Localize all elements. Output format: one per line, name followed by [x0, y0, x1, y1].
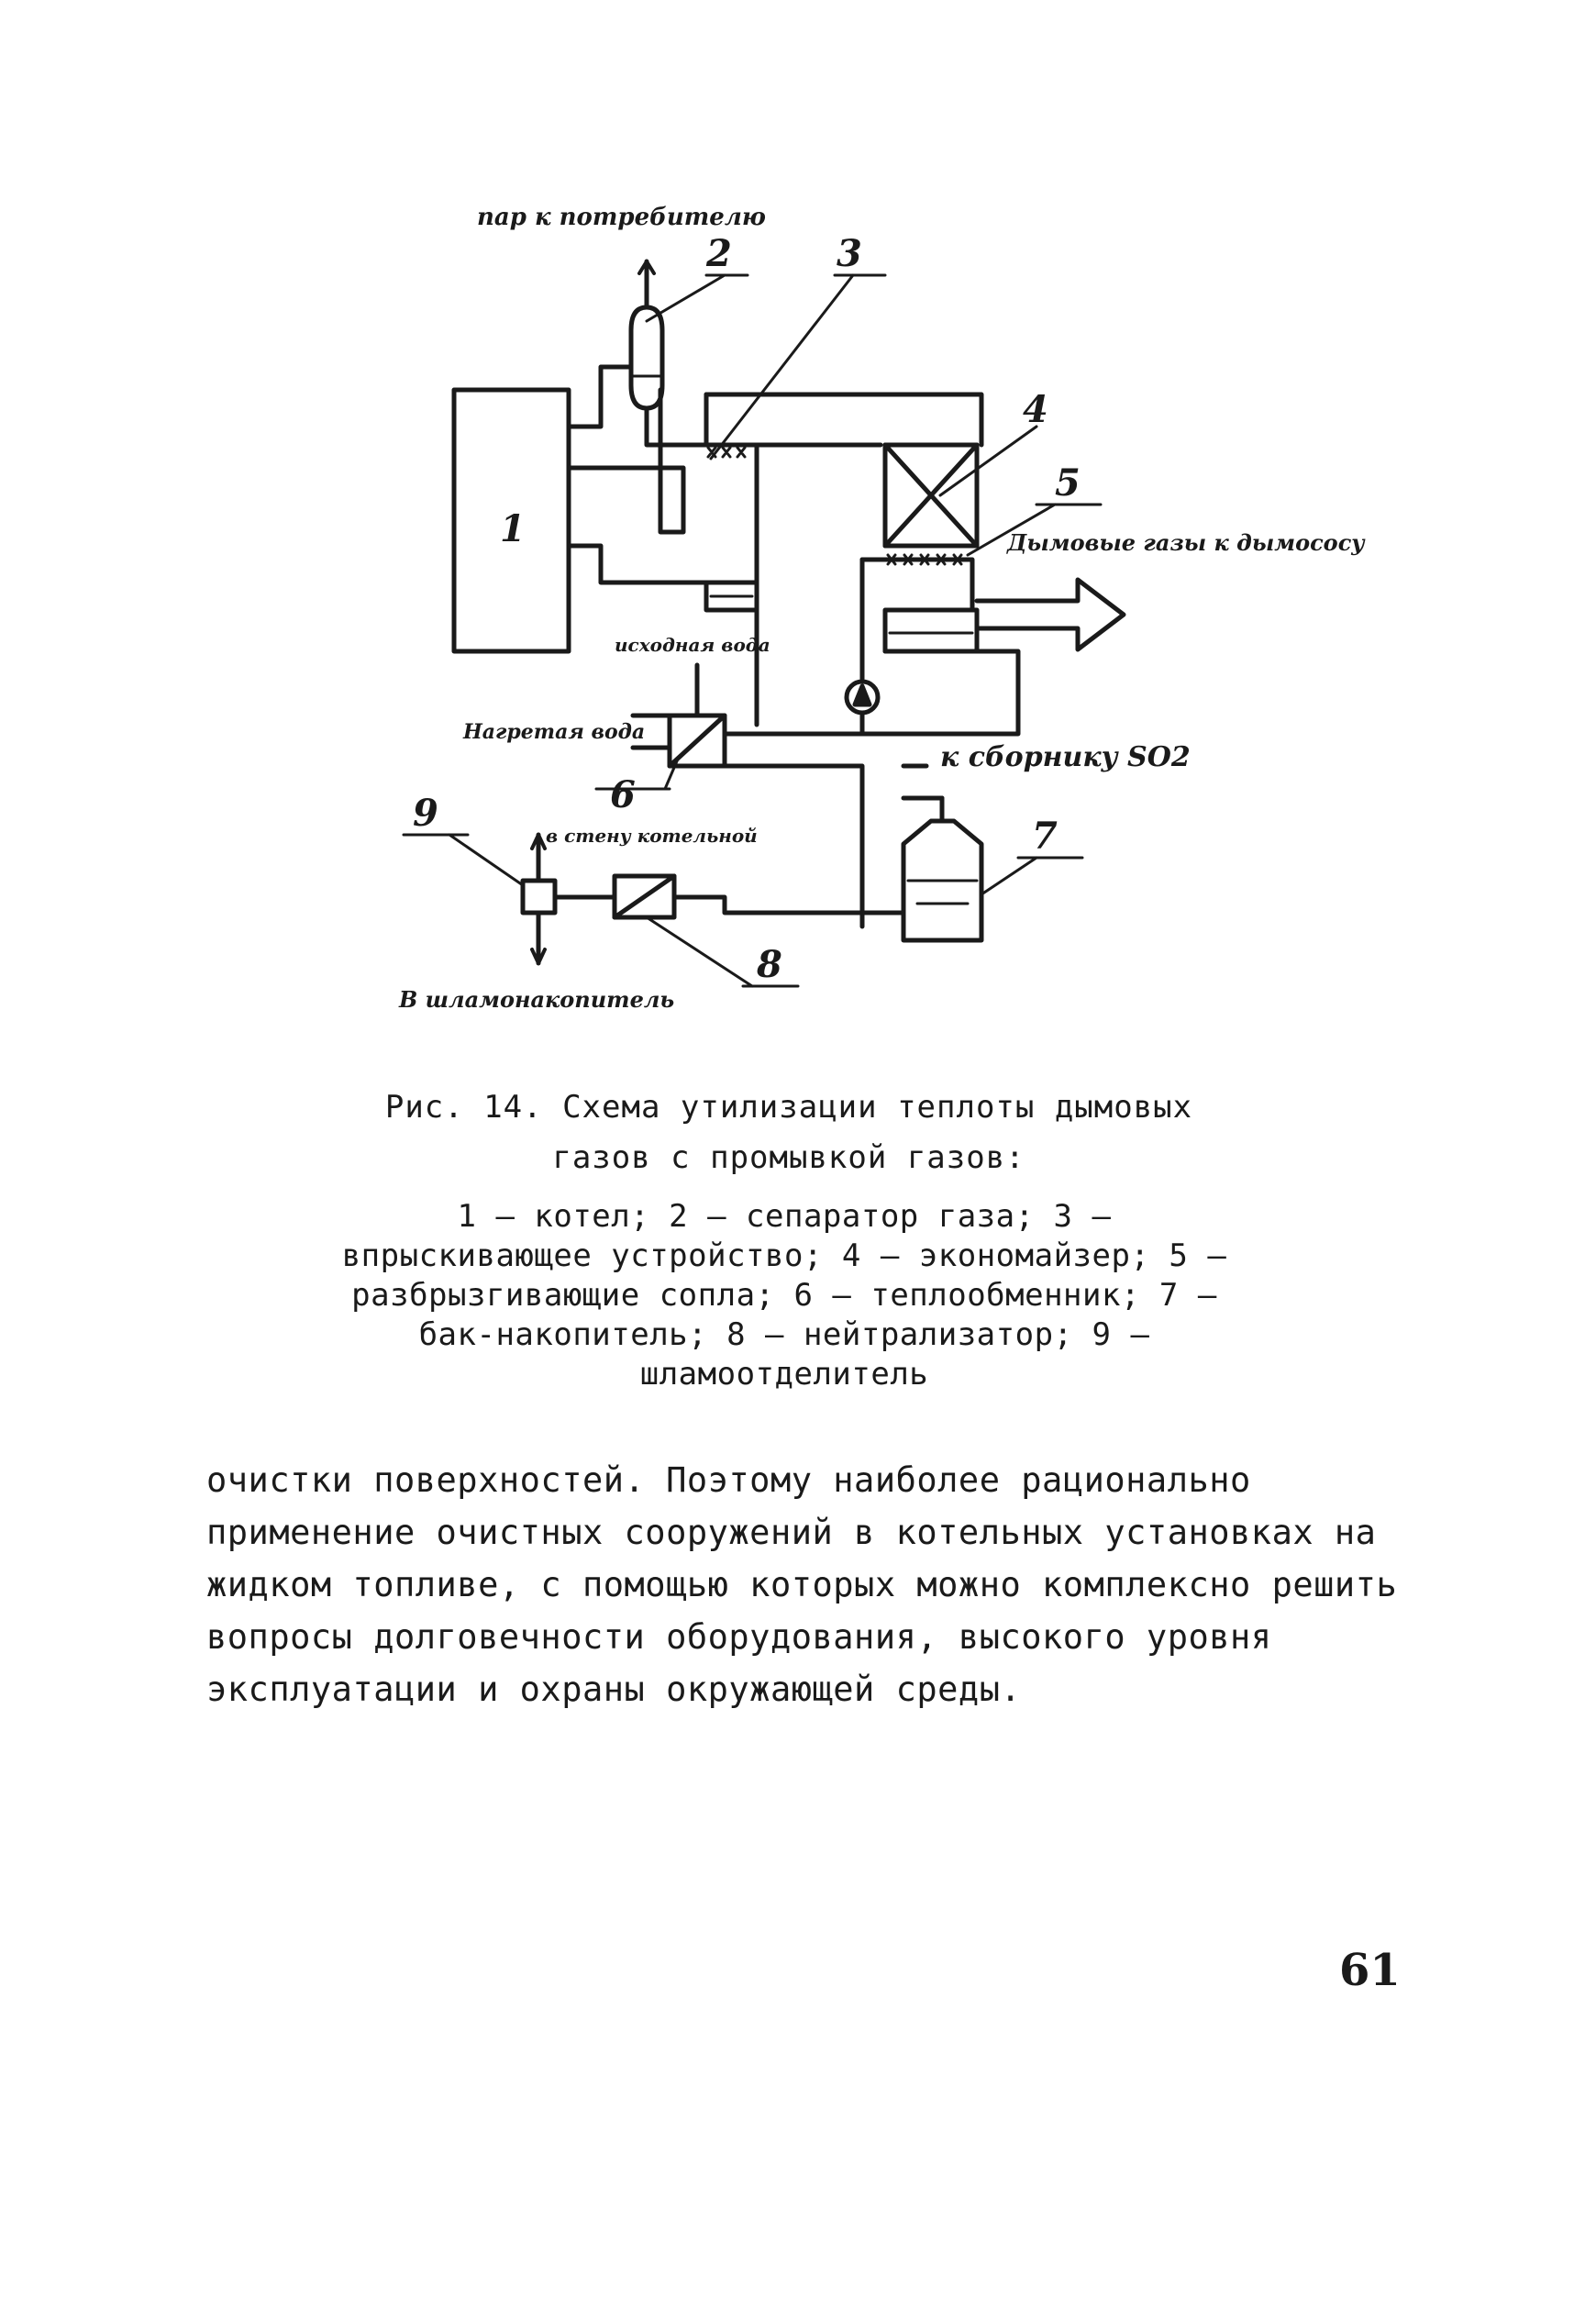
callout-7: 7: [1032, 815, 1058, 858]
sludge-separator: [523, 835, 555, 963]
flue-gas-arrow: [977, 580, 1124, 649]
label-steam-to-consumer: пар к потребителю: [477, 204, 766, 231]
figure-caption-title: Рис. 14. Схема утилизации теплоты дымовых: [384, 1089, 1193, 1126]
figure-caption-subtitle: газов с промывкой газов:: [552, 1139, 1025, 1176]
gas-separator: [631, 261, 662, 408]
storage-tank: [903, 798, 981, 940]
label-heated-water: Нагретая вода: [463, 720, 646, 744]
label-source-water: исходная вода: [615, 634, 770, 656]
callout-8: 8: [757, 943, 782, 986]
pipe-boiler-separator: [569, 367, 631, 427]
label-to-boiler-wall: в стену котельной: [546, 825, 758, 847]
callout-5: 5: [1055, 461, 1081, 505]
label-to-so2-collector: к сборнику SO2: [940, 741, 1191, 773]
heat-recovery-schematic: [0, 0, 1596, 1055]
drip-tray: [706, 583, 757, 610]
pipe-boiler-lower: [569, 546, 706, 583]
pump: [847, 560, 878, 734]
pipe-separator-scrubber: [647, 408, 706, 445]
callout-2: 2: [706, 232, 732, 275]
economizer: [885, 445, 977, 546]
pipe-boiler-riser: [569, 390, 683, 532]
label-to-sludge-tank: В шламонакопитель: [399, 986, 675, 1013]
pipe-neutralizer-tank: [674, 897, 903, 913]
body-paragraph: очистки поверхностей. Поэтому наиболее рационально применение очистных сооружений в котельных установках на жидком топливе, с помощью которых можно комплексно решить вопросы долговечности оборудования, высокого уровня эксплуатации и охраны окружающей среды.: [206, 1460, 1398, 1709]
figure-legend: 1 – котел; 2 – сепаратор газа; 3 – впрыскивающее устройство; 4 – экономайзер; 5 – разбрызгивающие сопла; 6 – теплообменник; 7 – бак-накопитель; 8 – нейтрализатор; 9 – шламоотделитель: [341, 1198, 1227, 1393]
heat-exchanger: [633, 665, 725, 766]
callout-1: 1: [500, 507, 526, 550]
page-number: 61: [1339, 1945, 1401, 1996]
callout-3-injection: 3: [837, 232, 862, 275]
scrubber-sump: [885, 610, 977, 651]
neutralizer: [615, 876, 674, 917]
callout-4: 4: [1023, 388, 1048, 431]
callout-6: 6: [610, 773, 636, 816]
recirculation-line: [725, 651, 1018, 734]
label-flue-gases: Дымовые газы к дымососу: [1007, 529, 1365, 556]
callout-9: 9: [413, 792, 438, 835]
